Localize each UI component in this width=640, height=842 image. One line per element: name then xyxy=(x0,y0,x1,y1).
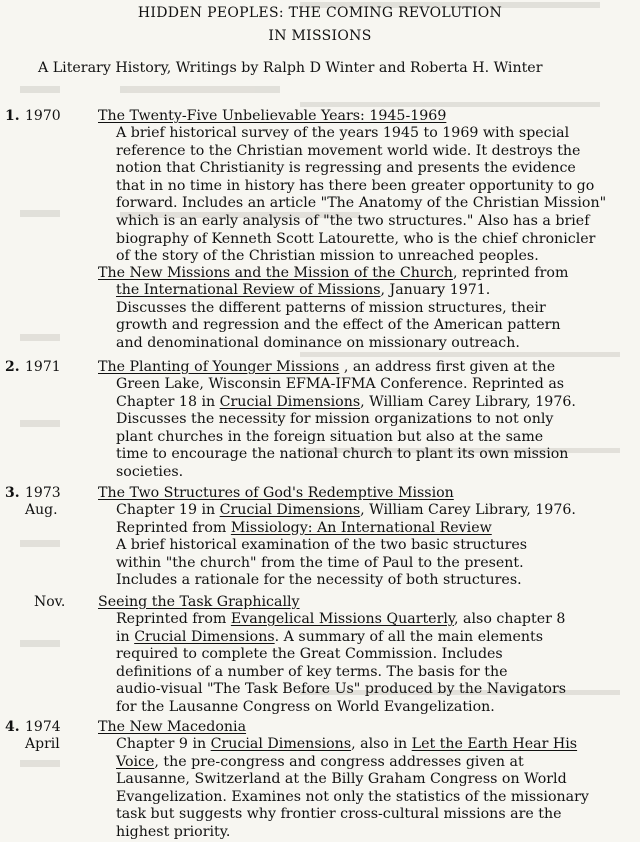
entry-1-line: of the story of the Christian mission to unreached peoples. xyxy=(116,248,539,265)
entry-1-line: reference to the Christian movement world wide. It destroys the xyxy=(116,142,581,159)
entry-3b-description xyxy=(116,611,628,717)
entry-3-year: 1973 xyxy=(25,485,61,501)
entry-2-book-title: Crucial Dimensions xyxy=(219,393,361,410)
document-subtitle: A Literary History, Writings by Ralph D Winter and Roberta H. Winter xyxy=(38,60,543,76)
entry-4-line: highest priority. xyxy=(116,823,231,840)
entry-2-line: societies. xyxy=(116,463,184,480)
entry-3b-chapter-note: , also chapter 8 xyxy=(454,611,566,627)
entry-2-title-suffix: , an address first given at the xyxy=(339,359,556,375)
entry-1-line: which is an early analysis of "the two structures." Also has a brief xyxy=(116,212,590,229)
entry-1b-source-line xyxy=(116,282,628,300)
entry-2-line: Green Lake, Wisconsin EFMA-IFMA Conference. Reprinted as xyxy=(116,376,565,392)
entry-3-reprint-line xyxy=(116,520,628,538)
entry-4-line: task but suggests why frontier cross-cultural missions are the xyxy=(116,806,562,823)
entry-2-number: 2. xyxy=(5,359,20,375)
entry-1-title: The Twenty-Five Unbelievable Years: 1945-1969 xyxy=(98,108,447,124)
entry-4-chapter-line xyxy=(116,736,628,754)
entry-4-book-title: Crucial Dimensions xyxy=(210,736,352,752)
entry-3b-summary-start: . A summary of all the main elements xyxy=(274,628,543,645)
entry-3b-line: required to complete the Great Commission. Includes xyxy=(116,646,503,663)
entry-4-also-in: , also in xyxy=(351,736,412,752)
entry-3-line: within "the church" from the time of Paul to the present. xyxy=(116,554,524,571)
entry-1b-line: growth and regression and the effect of the American pattern xyxy=(116,317,561,334)
entry-1b-title-suffix: , reprinted from xyxy=(452,265,569,281)
entry-3b-line: audio-visual "The Task Before Us" produced by the Navigators xyxy=(116,681,567,698)
entry-3-chapter-prefix: Chapter 19 in xyxy=(116,502,220,518)
entry-3-publisher: , William Carey Library, 1976. xyxy=(360,502,576,518)
entry-1-line: A brief historical survey of the years 1945 to 1969 with special xyxy=(116,125,570,141)
entry-1-year: 1970 xyxy=(25,108,61,124)
entry-3-book-title: Crucial Dimensions xyxy=(219,502,361,518)
entry-2-title-line xyxy=(98,359,555,375)
entry-1b-line: Discusses the different patterns of mission structures, their xyxy=(116,299,546,316)
entry-1b-source-title: the International Review of Missions xyxy=(116,282,381,298)
entry-1-line: notion that Christianity is regressing and presents the evidence xyxy=(116,160,576,177)
entry-3b-reprint-prefix: Reprinted from xyxy=(116,611,231,627)
entry-1-line: that in no time in history has there been greater opportunity to go xyxy=(116,177,595,194)
entry-1b-title: The New Missions and the Mission of the Church xyxy=(98,265,453,281)
document-title-line-2: IN MISSIONS xyxy=(268,28,372,44)
entry-4-voice-line xyxy=(116,754,628,772)
entry-2-title: The Planting of Younger Missions xyxy=(98,359,340,375)
entry-4-line: Lausanne, Switzerland at the Billy Graham Congress on World xyxy=(116,771,567,788)
entry-4-year: 1974 xyxy=(25,719,61,735)
entry-4-title: The New Macedonia xyxy=(98,719,247,735)
entry-2-chapter-line xyxy=(116,394,628,412)
entry-1-line: biography of Kenneth Scott Latourette, who is the chief chronicler xyxy=(116,230,596,247)
entry-3b-month: Nov. xyxy=(34,594,66,610)
entry-4-line: Evangelization. Examines not only the statistics of the missionary xyxy=(116,788,589,805)
entry-4-description xyxy=(116,736,628,842)
entry-2-line: Discusses the necessity for mission organizations to not only xyxy=(116,411,554,428)
entry-3-line: Includes a rationale for the necessity of both structures. xyxy=(116,572,522,589)
entry-3-description xyxy=(116,502,628,590)
entry-3b-line: for the Lausanne Congress on World Evangelization. xyxy=(116,698,495,715)
entry-1b-source-date: , January 1971. xyxy=(380,282,491,298)
entry-3-title: The Two Structures of God's Redemptive Mission xyxy=(98,485,454,501)
entry-1-line: forward. Includes an article "The Anatomy of the Christian Mission" xyxy=(116,195,607,212)
entry-2-year: 1971 xyxy=(25,359,61,375)
document-title-line-1: HIDDEN PEOPLES: THE COMING REVOLUTION xyxy=(137,5,503,21)
entry-4-second-book-title: Let the Earth Hear His xyxy=(411,736,578,752)
entry-2-line: time to encourage the national church to plant its own mission xyxy=(116,446,569,463)
entry-4-number: 4. xyxy=(5,719,20,735)
entry-2-publisher: , William Carey Library, 1976. xyxy=(360,393,576,410)
entry-1b-line: and denominational dominance on missionary outreach. xyxy=(116,334,520,351)
entry-3-number: 3. xyxy=(5,485,20,501)
entry-4-addresses: , the pre-congress and congress addresses given at xyxy=(154,753,524,770)
entry-1b-title-line xyxy=(98,265,568,281)
entry-3b-book-title: Crucial Dimensions xyxy=(134,628,275,645)
entry-3-journal-title: Missiology: An International Review xyxy=(230,519,492,536)
entry-4-chapter-prefix: Chapter 9 in xyxy=(116,736,211,752)
entry-2-chapter-prefix: Chapter 18 in xyxy=(116,393,220,410)
entry-3-line: A brief historical examination of the two basic structures xyxy=(116,537,528,554)
entry-3b-in-prefix: in xyxy=(116,628,135,645)
entry-3-month: Aug. xyxy=(25,502,58,518)
entry-3b-line: definitions of a number of key terms. The basis for the xyxy=(116,663,508,680)
entry-3b-title: Seeing the Task Graphically xyxy=(98,594,300,610)
entry-4-month: April xyxy=(25,736,60,752)
entry-4-second-book-title-end: Voice xyxy=(116,753,155,770)
entry-3-chapter-line xyxy=(116,502,628,520)
entry-1-description xyxy=(116,125,628,266)
entry-2-description xyxy=(116,376,628,482)
entry-2-line: plant churches in the foreign situation but also at the same xyxy=(116,428,544,445)
entry-3b-reprint-line xyxy=(116,611,628,629)
entry-3-reprint-prefix: Reprinted from xyxy=(116,519,231,536)
entry-3b-journal-title: Evangelical Missions Quarterly xyxy=(230,611,455,627)
entry-3b-book-line xyxy=(116,629,628,647)
entry-1b-description xyxy=(116,282,628,352)
entry-1-number: 1. xyxy=(5,108,20,124)
